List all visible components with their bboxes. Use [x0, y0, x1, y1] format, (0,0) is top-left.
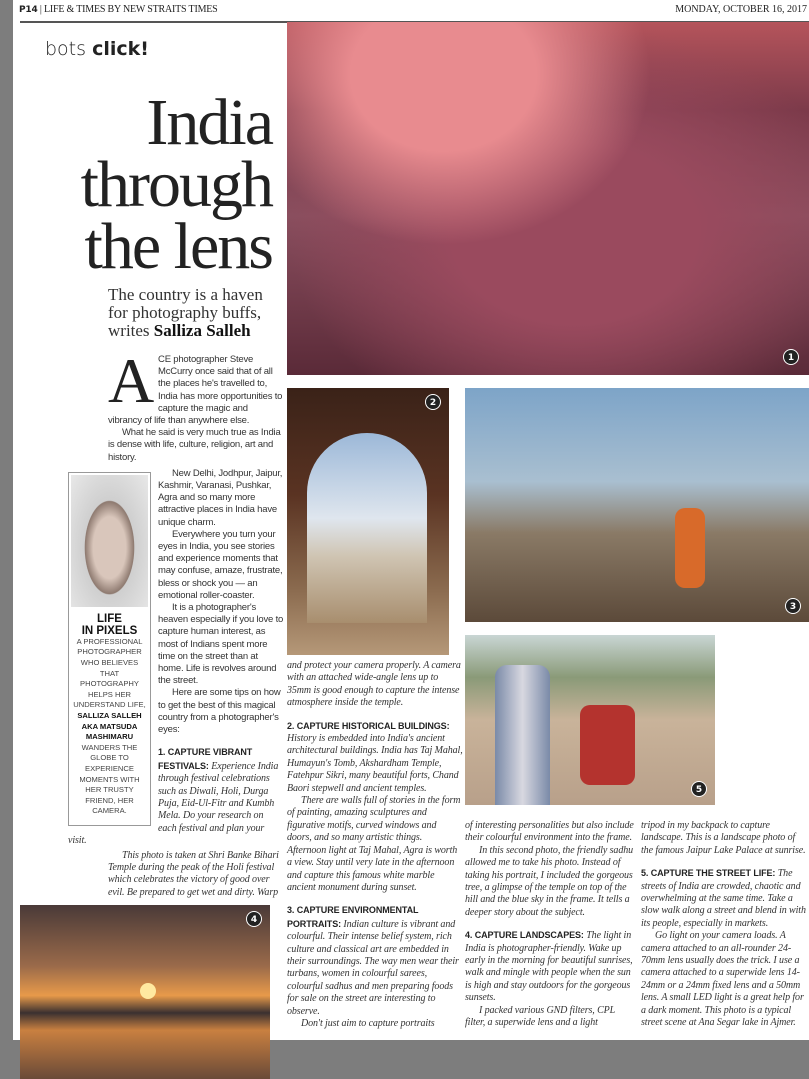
intro-text [108, 345, 284, 464]
column-3 [465, 820, 637, 1030]
photo-street-barber [465, 635, 715, 805]
photo-number-badge: 3 [785, 598, 801, 614]
page-number: P14 [19, 5, 38, 15]
tip-heading: 3. CAPTURE ENVIRONMENTAL PORTRAITS: [287, 905, 419, 929]
photo-taj-mahal [287, 388, 449, 655]
left-column [20, 86, 284, 1079]
paragraph: New Delhi, Jodhpur, Jaipur, Kashmir, Varanasi, Pushkar, Agra and so many more attractive places in India have unique charm. [158, 467, 283, 528]
tip-text: Indian culture is vibrant and colourful. Their intense belief system, rich culture and classical art are embedded in their surroundings. The way men wear their turbans, women in colourful sarees, colourful sadhus and men preparing foods for sale on the street are interesting to observe. [287, 918, 459, 1017]
tip-text: The light in India is photographer-friendly. Wake up early in the morning for beautiful sunrises, walk and mingle with people when the sun is high and stay outdoors for the gorgeous sunsets. [465, 930, 633, 1004]
paragraph: Here are some tips on how to get the best of this magical country from a photographer's eyes: [158, 687, 281, 736]
paragraph: tripod in my backpack to capture landscape. This is a landscape photo of the famous Jaipur Lake Palace at sunrise. [641, 820, 806, 856]
photo-jal-mahal-sunrise [20, 905, 270, 1079]
tip-heading: 4. CAPTURE LANDSCAPES: [465, 930, 584, 941]
page-header: P14 | LIFE & TIMES BY NEW STRAITS TIMES [19, 4, 218, 15]
tip-heading: 2. CAPTURE HISTORICAL BUILDINGS: [287, 720, 450, 731]
sidebar-title: IN PIXELS [81, 624, 138, 637]
tip-heading: 1. CAPTURE VIBRANT FESTIVALS: [158, 747, 253, 771]
tip-text: History is embedded into India's ancient architectural buildings. India has Taj Mahal, Humayun's Tomb, Akshardham Temple, Fatehpur Sikri, many beautiful forts, Chand Baori stepwell and ancient temples. [287, 733, 463, 794]
brand-light: bots [45, 38, 87, 60]
photo-holi-crowd [287, 22, 809, 375]
sidebar-author-name: SALLIZA SALLEH AKA MATSUDA MASHIMARU [77, 710, 142, 742]
author-sidebar [68, 472, 151, 826]
tip1-continued [108, 848, 284, 900]
paragraph: In this second photo, the friendly sadhu allowed me to take his photo. Instead of taking his portrait, I included the gorgeous tree, a glimpse of the temple on top of the hill and the blue sky in the frame. It tells a deeper story about the subject. [465, 844, 634, 918]
paragraph: CE photographer Steve McCurry once said that of all the places he's travelled to, India has more opportunities to capture the magic and vibrancy of life than anywhere else. [108, 354, 283, 427]
subheadline [108, 286, 284, 340]
photo-sadhu [465, 388, 809, 622]
photo-number-badge: 5 [691, 781, 707, 797]
sidebar-text [71, 613, 148, 823]
publication-name: LIFE & TIMES BY NEW STRAITS TIMES [43, 4, 218, 15]
photo-number-badge: 2 [425, 394, 441, 410]
paragraph: Don't just aim to capture portraits [301, 1017, 435, 1029]
paragraph: What he said is very much true as India is dense with life, culture, religion, art and history. [108, 427, 281, 463]
photo-number-badge: 4 [246, 911, 262, 927]
paragraph: of interesting personalities but also include their colourful environment into the frame. [465, 820, 634, 844]
headline: India through the lens [80, 86, 272, 283]
byline: Salliza Salleh [153, 321, 251, 340]
issue-date: MONDAY, OCTOBER 16, 2017 [675, 4, 807, 15]
brand-bold: click! [92, 38, 149, 60]
paragraph: There are walls full of stories in the form of painting, amazing sculptures and figurative motifs, curved windows and doors, and so many artistic things. Afternoon light at Taj Mahal, Agra is worth a view. Stay until very late in the afternoon and capture this famous white marble ancient monument during sunset. [287, 795, 461, 893]
paragraph: Everywhere you turn your eyes in India, you see stories and experience moments that may confuse, amaze, frustrate, bless or shock you — an emotional roller-coaster. [158, 528, 283, 601]
column-4 [641, 820, 808, 1030]
tip-text: Experience India through festival celebrations such as Diwali, Holi, Durga Puja, Eid-Ul-Fitr and Kumbh Mela. Do your research on each festival and plan your visit. [68, 760, 279, 847]
section-brand [45, 38, 149, 60]
paragraph: This photo is taken at Shri Banke Bihari Temple during the peak of the Holi festival which celebrates the victory of good over evil. Be prepared to get wet and dirty. Warp [108, 849, 279, 898]
sidebar-bio: WANDERS THE GLOBE TO EXPERIENCE MOMENTS WITH HER TRUSTY FRIEND, HER CAMERA. [79, 742, 140, 816]
paragraph: I packed various GND filters, CPL filter, a superwide lens and a light [465, 1004, 615, 1029]
intro-with-sidebar [68, 468, 284, 848]
sidebar-bio: A PROFESSIONAL PHOTOGRAPHER WHO BELIEVES THAT PHOTOGRAPHY HELPS HER UNDERSTAND LIFE, [73, 636, 146, 710]
drop-cap: A [108, 345, 155, 416]
tip-text: The streets of India are crowded, chaotic and overwhelming at the same time. Take a slow walk along a street and blend in with its people, especially in markets. [641, 868, 806, 929]
paragraph: Go light on your camera loads. A camera attached to an all-rounder 24-70mm lens usually does the trick. I use a camera attached to a superwide lens 14-24mm or a 24mm fixed lens and a 50mm lens. A small LED light is a great help for a dark moment. This photo is a typical street scene at Ana Segar lake in Ajmer. [641, 930, 804, 1029]
paragraph: It is a photographer's heaven especially if you love to capture human interest, as most of Indians spent more time on the street than at home. Life is revolves around the street. [158, 602, 284, 687]
column-2 [287, 660, 463, 1030]
author-photo [71, 475, 148, 607]
photo-number-badge: 1 [783, 349, 799, 365]
tip-heading: 5. CAPTURE THE STREET LIFE: [641, 868, 776, 879]
sidebar-title: LIFE [97, 612, 122, 625]
subtitle-text: The country is a haven for photography buffs, writes [108, 285, 263, 340]
paragraph: and protect your camera properly. A camera with an attached wide-angle lens up to 35mm is good enough to capture the intense atmosphere inside the temple. [287, 660, 461, 709]
